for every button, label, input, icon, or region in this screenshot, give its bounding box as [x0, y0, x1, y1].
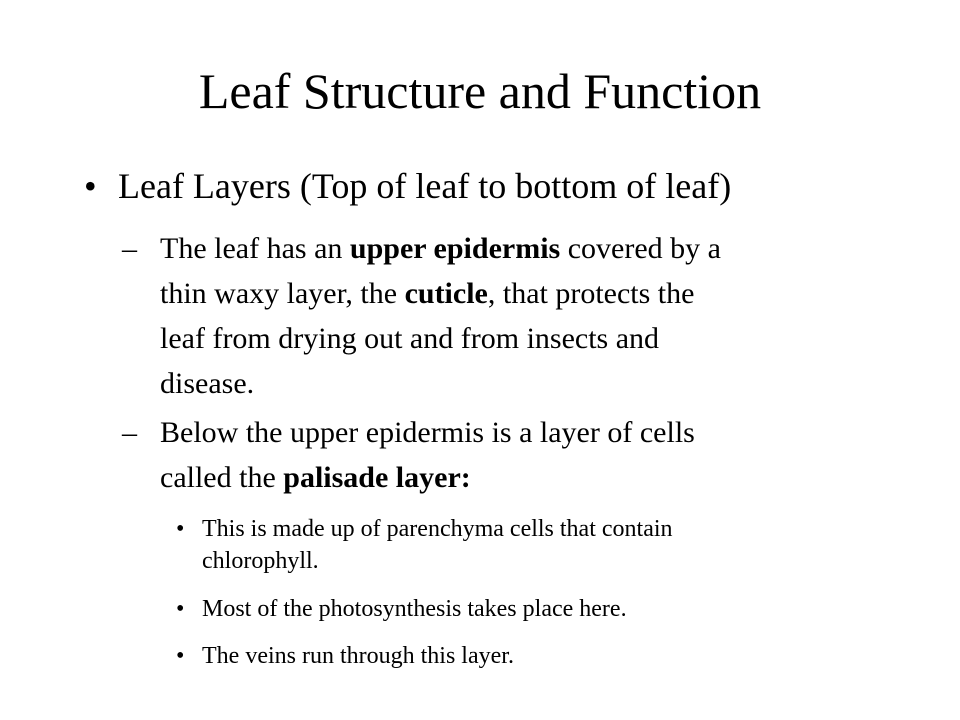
- text-line: [160, 271, 882, 316]
- bold-term-upper-epidermis: upper epidermis: [349, 232, 561, 265]
- bullet-icon: •: [176, 516, 185, 542]
- text-line: [160, 226, 882, 271]
- sub-item-upper-epidermis: [122, 226, 882, 406]
- text-line: Most of the photosynthesis takes place here.: [202, 596, 627, 622]
- text-run: The leaf has an: [160, 232, 350, 265]
- text-run: covered by a: [560, 232, 721, 265]
- text-line: [160, 316, 882, 361]
- text-line: [160, 455, 882, 500]
- text-run: Below the upper epidermis is a layer of cells: [160, 416, 695, 449]
- sub-sub-item-photosynthesis: [176, 593, 876, 625]
- heading-text: Leaf Layers (Top of leaf to bottom of leaf): [118, 166, 732, 206]
- sub-sub-item-parenchyma: [176, 513, 876, 577]
- bullet-icon: •: [84, 166, 97, 206]
- text-line: [160, 361, 882, 406]
- text-run: , that protects the: [487, 277, 695, 310]
- dash-icon: –: [122, 416, 137, 449]
- text-run: thin waxy layer, the: [160, 277, 405, 310]
- text-run: called the: [160, 461, 284, 494]
- bold-term-palisade-layer: palisade layer:: [283, 461, 471, 494]
- bullet-icon: •: [176, 596, 185, 622]
- bold-term-cuticle: cuticle: [404, 277, 488, 310]
- text-run: disease.: [160, 367, 255, 400]
- text-run: leaf from drying out and from insects and: [160, 322, 660, 355]
- dash-icon: –: [122, 232, 137, 265]
- text-line: The veins run through this layer.: [202, 643, 514, 669]
- text-line: [160, 410, 882, 455]
- bullet-icon: •: [176, 643, 185, 669]
- slide-title: Leaf Structure and Function: [198, 63, 762, 119]
- sub-item-palisade-layer: [122, 410, 882, 500]
- text-line: chlorophyll.: [202, 548, 319, 574]
- sub-sub-item-veins: [176, 640, 876, 672]
- text-line: This is made up of parenchyma cells that contain: [202, 516, 673, 542]
